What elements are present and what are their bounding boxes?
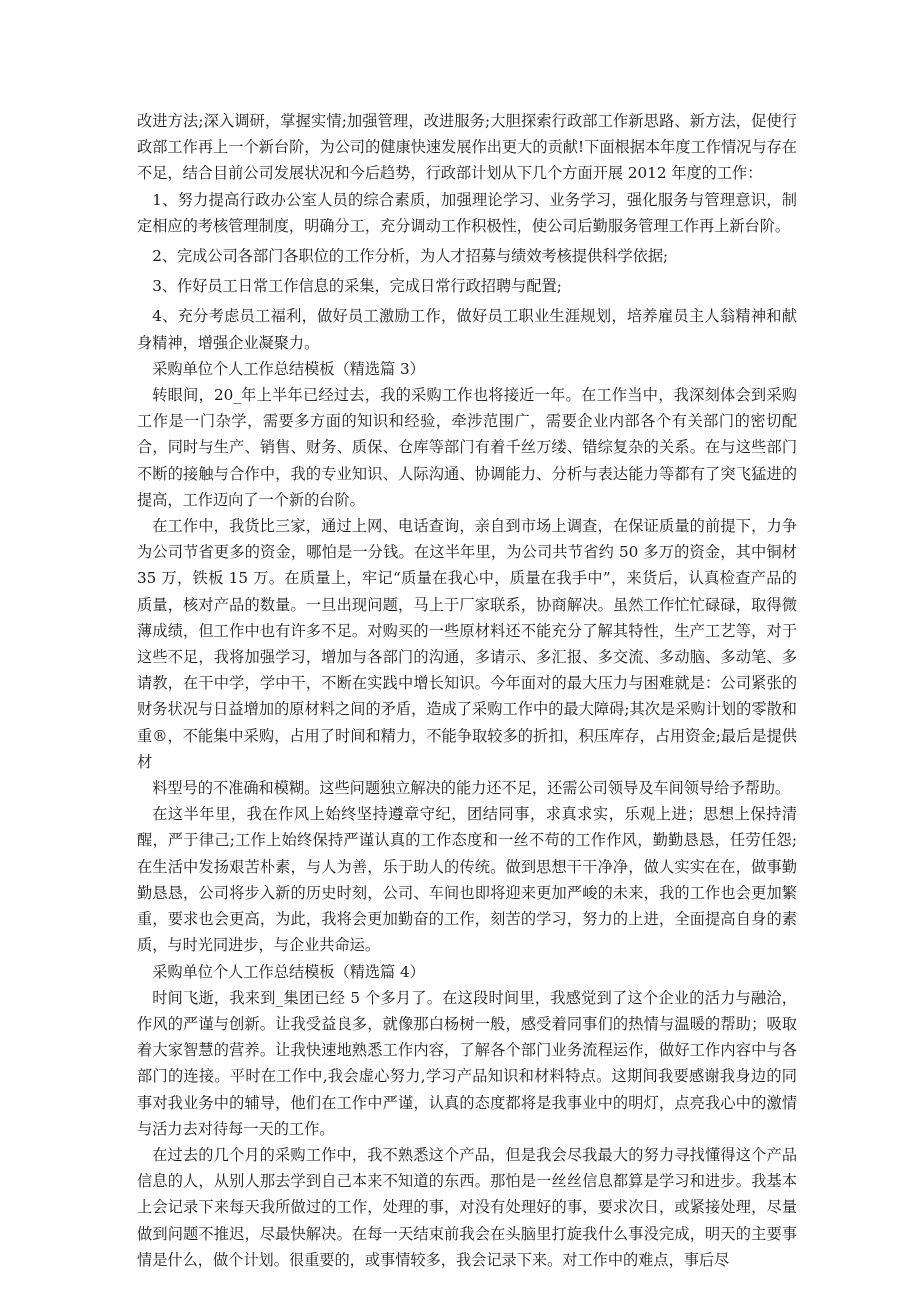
- paragraph: 在过去的几个月的采购工作中，我不熟悉这个产品，但是我会尽我最大的努力寻找懂得这个产品信息的人，从别人那去学到自己本来不知道的东西。那怕是一丝丝信息都算是学习和进步。我基本上会记录下来每天我所做过的工作，处理的事，对没有处理好的事，要求次日，或紧接处理，尽量做到问题不推迟，尽最快解决。在每一天结束前我会在头脑里打旋我什么事没完成，明天的主要事情是什么，做个计划。很重要的，或事情较多，我会记录下来。对工作中的难点，事后尽: [137, 1145, 797, 1269]
- list-item-2: 2、完成公司各部门各职位的工作分析，为人才招募与绩效考核提供科学依据;: [152, 247, 669, 266]
- document-body: [137, 108, 797, 1273]
- section-heading-3: 采购单位个人工作总结模板（精选篇 3）: [152, 359, 425, 378]
- paragraph: 在工作中，我货比三家，通过上网、电话查询，亲自到市场上调查，在保证质量的前提下，力争为公司节省更多的资金，哪怕是一分钱。在这半年里，为公司共节省约 50 多万的资金，其中铜材 35 万，铁板 15 万。在质量上，牢记“质量在我心中，质量在我手中”，来货后，认真检查产品的质量，核对产品的数量。一旦出现问题，马上于厂家联系，协商解决。虽然工作忙忙碌碌，取得微薄成绩，但工作中也有许多不足。对购买的一些原材料还不能充分了解其特性，生产工艺等，对于这些不足，我将加强学习，增加与各部门的沟通，多请示、多汇报、多交流、多动脑、多动笔、多请教，在干中学，学中干，不断在实践中增长知识。今年面对的最大压力与困难就是：公司紧张的财务状况与日益增加的原材料之间的矛盾，造成了采购工作中的最大障碍;其次是采购计划的零散和重®，不能集中采购，占用了时间和精力，不能争取较多的折扣，积压库存，占用资金;最后是提供材: [137, 517, 797, 771]
- paragraph: 时间飞逝，我来到_集团已经 5 个多月了。在这段时间里，我感觉到了这个企业的活力与融洽，作风的严谨与创新。让我受益良多，就像那白杨树一般，感受着同事们的热情与温暖的帮助；吸取着大家智慧的营养。让我快速地熟悉工作内容，了解各个部门业务流程运作，做好工作内容中与各部门的连接。平时在工作中,我会虚心努力,学习产品知识和材料特点。这期间我要感谢我身边的同事对我业务中的辅导，他们在工作中严谨，认真的态度都将是我事业中的明灯，点亮我心中的激情与活力去对待每一天的工作。: [137, 988, 797, 1138]
- paragraph: 料型号的不准确和模糊。这些问题独立解决的能力还不足，还需公司领导及车间领导给予帮助。: [152, 779, 791, 798]
- list-item-1: 1、努力提高行政办公室人员的综合素质，加强理论学习、业务学习，强化服务与管理意识，制定相应的考核管理制度，明确分工，充分调动工作积极性，使公司后勤服务管理工作再上新台阶。: [137, 190, 797, 235]
- section-heading-4: 采购单位个人工作总结模板（精选篇 4）: [152, 962, 425, 981]
- list-item-4: 4、充分考虑员工福利，做好员工激励工作，做好员工职业生涯规划，培养雇员主人翁精神和献身精神，增强企业凝聚力。: [137, 307, 797, 352]
- paragraph: 转眼间，20_年上半年已经过去，我的采购工作也将接近一年。在工作当中，我深刻体会到采购工作是一门杂学，需要多方面的知识和经验，牵涉范围广，需要企业内部各个有关部门的密切配合，同时与生产、销售、财务、质保、仓库等部门有着千丝万缕、错综复杂的关系。在与这些部门不断的接触与合作中，我的专业知识、人际沟通、协调能力、分析与表达能力等都有了突飞猛进的提高，工作迈向了一个新的台阶。: [137, 386, 797, 509]
- paragraph: 在这半年里，我在作风上始终坚持遵章守纪，团结同事，求真求实，乐观上进；思想上保持清醒，严于律己;工作上始终保持严谨认真的工作态度和一丝不苟的工作作风，勤勤恳恳，任劳任怨;在生活中发扬艰苦朴素，与人为善，乐于助人的传统。做到思想干干净净，做人实实在在，做事勤勤恳恳，公司将步入新的历史时刻，公司、车间也即将迎来更加严峻的未来，我的工作也会更加繁重，要求也会更高，为此，我将会更加勤奋的工作，刻苦的学习，努力的上进，全面提高自身的素质，与时光同进步，与企业共命运。: [137, 805, 797, 955]
- paragraph-intro: 改进方法;深入调研，掌握实情;加强管理，改进服务;大胆探索行政部工作新思路、新方法，促使行政部工作再上一个新台阶，为公司的健康快速发展作出更大的贡献!下面根据本年度工作情况与存在不足，结合目前公司发展状况和今后趋势，行政部计划从下几个方面开展 2012 年度的工作：: [137, 112, 797, 183]
- list-item-3: 3、作好员工日常工作信息的采集，完成日常行政招聘与配置;: [152, 277, 562, 296]
